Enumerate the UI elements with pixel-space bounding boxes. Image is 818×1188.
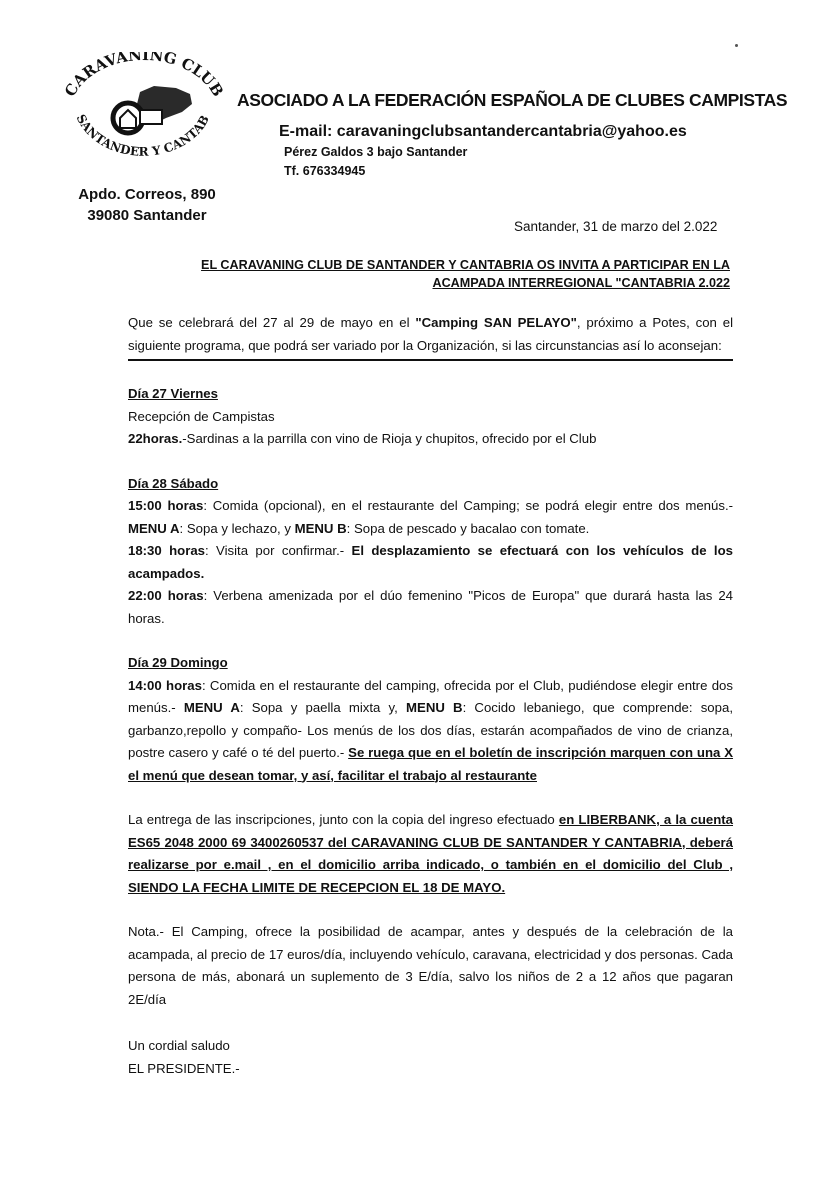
email-line: E-mail: caravaningclubsantandercantabria@yahoo.es: [279, 123, 687, 140]
day27-dinner-text: -Sardinas a la parrilla con vino de Rioja y chupitos, ofrecido por el Club: [182, 431, 597, 446]
logo-top-text: CARAVANING CLUB: [61, 52, 227, 100]
day28-menu-b-label: MENU B: [294, 520, 347, 536]
map-silhouette-icon: [113, 86, 192, 133]
registration-bank-details: en LIBERBANK, a la cuenta ES65 2048 2000 69 3400260537 del CARAVANING CLUB DE SANTANDER Y CANTABRIA, deberá realizarse por e.mail , en el domicilio arriba indicado, o también en el domicilio del Club , SIENDO LA FECHA LIMITE DE RECEPCION EL 18 DE MAYO.: [128, 812, 733, 895]
day28-party-text: : Verbena amenizada por el dúo femenino "Picos de Europa" que durará hasta las 24 horas.: [128, 588, 733, 626]
day29-lunch-time: 14:00 horas: [128, 677, 202, 693]
title-line-2: ACAMPADA INTERREGIONAL "CANTABRIA 2.022: [432, 276, 730, 290]
day29-menu-b-text: : Cocido lebaniego, que comprende: sopa, garbanzo,repollo y compaño- Los menús de los dos días, estarán acompañados de vino de crianza, postre casero y café o té del puerto.-: [128, 700, 733, 760]
day29-section: [128, 652, 733, 787]
registration-paragraph: [128, 809, 733, 899]
logo-bottom-text: SANTANDER Y CANTAB: [73, 112, 212, 159]
address-line: Pérez Galdos 3 bajo Santander: [284, 145, 468, 159]
day28-lunch-text: : Comida (opcional), en el restaurante del Camping; se podrá elegir entre dos menús.-: [203, 498, 734, 513]
day29-lunch-text: : Comida en el restaurante del camping, ofrecida por el Club, pudiéndose elegir entre dos menús.-: [128, 677, 733, 715]
day29-lunch: [128, 675, 733, 788]
day28-section: [128, 473, 733, 631]
day28-menu-a-text: : Sopa y lechazo, y: [179, 520, 295, 536]
day28-party: [128, 585, 733, 630]
day28-lunch-time: 15:00 horas: [128, 498, 204, 513]
day29-menu-a-label: MENU A: [183, 700, 240, 715]
day27-heading: Día 27 Viernes: [128, 386, 218, 401]
intro-text-end: , próximo a Potes, con el siguiente programa, que podrá ser variado por la Organización, si las circunstancias así lo aconsejan:: [128, 315, 733, 353]
closing: [128, 1035, 733, 1080]
intro-text-start: Que se celebrará del 27 al 29 de mayo en el: [128, 315, 416, 330]
postal-box-line: Apdo. Correos, 890: [78, 186, 216, 203]
club-logo: [58, 52, 228, 182]
day28-transport-note: El desplazamiento se efectuará con los vehículos de los acampados.: [128, 543, 733, 581]
day27-dinner: [128, 428, 733, 451]
day28-lunch: [128, 495, 733, 540]
day28-visit-text: : Visita por confirmar.-: [205, 543, 352, 558]
title-line-1: EL CARAVANING CLUB DE SANTANDER Y CANTABRIA OS INVITA A PARTICIPAR EN LA: [201, 258, 730, 272]
day28-party-time: 22:00 horas: [128, 588, 204, 603]
day28-menu-b-text: : Sopa de pescado y bacalao con tomate.: [346, 520, 590, 536]
note-paragraph: Nota.- El Camping, ofrece la posibilidad de acampar, antes y después de la celebración de la acampada, al precio de 17 euros/día, incluyendo vehículo, caravana, electricidad y dos personas. Cada persona de más, abonará un suplemento de 3 E/día, salvo los niños de 2 a 12 años que pagaran 2E/día: [128, 924, 733, 1007]
camping-name: "Camping SAN PELAYO": [415, 315, 577, 330]
day29-menu-request: Se ruega que en el boletín de inscripción marquen con una X el menú que desean tomar, y así, facilitar el trabajo al restaurante: [128, 745, 734, 783]
association-heading: ASOCIADO A LA FEDERACIÓN ESPAÑOLA DE CLUBES CAMPISTAS: [237, 90, 788, 110]
postal-code-line: 39080 Santander: [87, 207, 207, 224]
day27-time: 22horas.: [128, 431, 183, 446]
logo-emblem: [58, 52, 228, 182]
day29-menu-b-label: MENU B: [406, 700, 463, 715]
day27-section: [128, 383, 733, 451]
letter-body: [128, 312, 733, 1080]
day29-menu-a-text: : Sopa y paella mixta y,: [239, 700, 407, 715]
day28-visit-time: 18:30 horas: [128, 543, 206, 558]
closing-signature: EL PRESIDENTE.-: [128, 1060, 240, 1076]
letter-date: Santander, 31 de marzo del 2.022: [514, 219, 718, 234]
day29-heading: Día 29 Domingo: [128, 655, 228, 670]
registration-text: La entrega de las inscripciones, junto con la copia del ingreso efectuado: [128, 812, 559, 827]
separator-line: [128, 359, 733, 361]
day28-menu-a-label: MENU A: [128, 520, 180, 536]
intro-paragraph: [128, 312, 733, 357]
day27-reception: Recepción de Campistas: [128, 408, 275, 424]
day28-heading: Día 28 Sábado: [128, 475, 219, 491]
day28-visit: [128, 540, 733, 585]
phone-line: Tf. 676334945: [284, 164, 366, 178]
speck-mark: [735, 44, 738, 47]
postal-box: [62, 184, 232, 226]
invitation-title: [180, 256, 730, 292]
closing-greeting: Un cordial saludo: [128, 1038, 230, 1053]
